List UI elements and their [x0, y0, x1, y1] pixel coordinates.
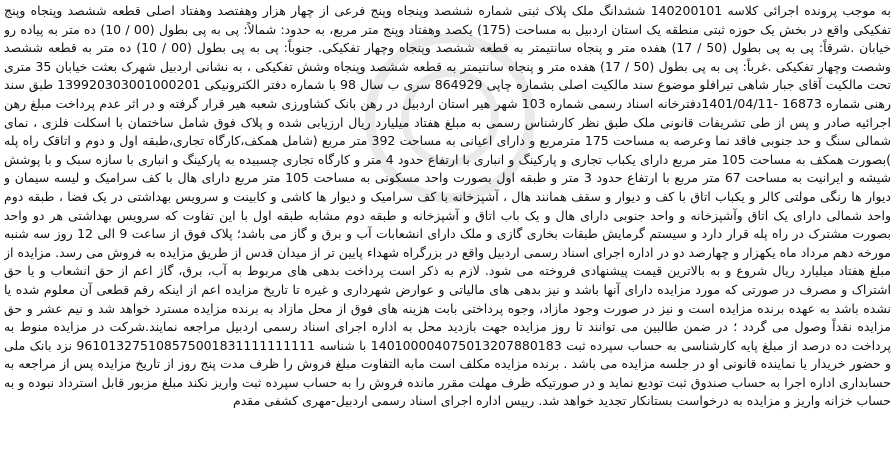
auction-notice: [4, 2, 891, 449]
notice-body-text: به موجب پرونده اجرائی کلاسه 140200101 ششدانگ ملک پلاک ثبتی شماره ششصد وپنجاه وپنج فرعی از چهار هزار وهفتصد وهفتاد اصلی قطعه ششصد وپنجاه وپنج تفکیکی واقع در بخش یک حوزه ثبتی منطقه یک استان اردبیل به مساحت (175) یکصد وهفتاد وپنج متر مربع، به حدود: شمالاً: پی به پی بطول (00 / 10) ده متر به پیاده رو خیابان .شرقاً: پی به پی بطول (50 / 17) هفده متر و پنجاه سانتیمتر به قطعه ششصد وپنجاه وچهار تفکیکی. جنوباً: پی به پی بطول (00 / 10) ده متر به قطعه ششصد وشصت وچهار تفکیکی .غرباً: پی به پی بطول (50 / 17) هفده متر و پنجاه سانتیمتر به قطعه ششصد وپنجاه وشش تفکیکی ، به نشانی اردبیل شهرک بعثت خیابان 35 متری تحت مالکیت آقای جبار شاهی تیرافلو موضوع سند مالکیت اصلی بشماره چاپی 864929 سری ب سال 98 با شماره دفتر الکترونیکی 139920303001000201 طبق سند رهنی شماره 16873 -1401/04/11دفترخانه اسناد رسمی شماره 103 شهر هیر استان اردبیل در رهن بانک کشاورزی شعبه هیر قرار گرفته و در اثر عدم پرداخت مبلغ رهن اجرائیه صادر و پس از طی تشریفات قانونی ملک طبق نظر کارشناس رسمی به مبلغ هفتاد میلیارد ریال ارزیابی شده و پلاک فوق شامل ساختمان با اسکلت فلزی ، نمای شمالی سنگ و حد جنوبی فاقد نما وعرصه به مساحت 175 مترمربع و دارای اعیانی به مساحت 392 متر مربع (شامل همکف،کارگاه تجاری،طبقه اول و دوم و اتاقک راه پله )بصورت همکف به مساحت 105 متر مربع دارای یکباب تجاری و پارکینگ و انباری با ارتفاع حدود 4 متر و کارگاه تجاری چسبیده به پارکینگ و انباری با سازه سبک و با پوشش شیشه و ایرانیت به مساحت 67 متر مربع با ارتفاع حدود 3 متر و طبقه اول بصورت واحد مسکونی به مساحت 105 متر مربع دارای هال با کف سرامیک و لیسه سیمان و دیوار ها رنگی مولتی کالر و یکباب اتاق با کف و دیوار و سقف همانند هال ، آشپزخانه با کف سرامیک و دیوار ها کاشی و کابینت و سرویس بهداشتی در یک فضا ، طبقه دوم واحد شمالی دارای یک اتاق وآشپزخانه و واحد جنوبی دارای هال و یک باب اتاق و آشپزخانه و طبقه دوم مشابه طبقه اول با این تفاوت که سرویس بهداشتی هر دو واحد بصورت مشترک در راه پله قرار دارد و سیستم گرمایش طبقات بخاری گازی و ملک دارای انشعابات آب و برق و گاز می باشد؛ پلاک فوق از ساعت 9 الی 12 روز سه شنبه مورخه دهم مرداد ماه یکهزار و چهارصد دو در اداره اجرای اسناد رسمی اردبیل واقع در بزرگراه شهداء پایین تر از میدان قدس از طریق مزایده به فروش می رسد. مزایده از مبلغ هفتاد میلیارد ریال شروع و به بالاترین قیمت پیشنهادی فروخته می شود. لازم به ذکر است پرداخت بدهی های مربوط به آب، برق، گاز اعم از حق انشعاب و یا حق اشتراک و مصرف در صورتی که مورد مزایده دارای آنها باشد و نیز بدهی های مالیاتی و عوارض شهرداری و غیره تا تاریخ مزایده اعم از اینکه رقم قطعی آن معلوم شده یا نشده باشد به عهده برنده مزایده است و نیز در صورت وجود مازاد، وجوه پرداختی بابت هزینه های فوق از محل مازاد به برنده مزایده مسترد خواهد شد و نیم عشر و حق مزایده نقداً وصول می گردد ؛ در ضمن طالبین می توانند تا روز مزایده جهت بازدید محل به اداره اجرای اسناد رسمی اردبیل مراجعه نمایند.شرکت در مزایده منوط به پرداخت ده درصد از مبلغ پایه کارشناسی به حساب سپرده ثبت 140100004075013207880183 با شناسه 961013275108575001831111111111 نزد بانک ملی و حضور خریدار یا نماینده قانونی او در جلسه مزایده می باشد . برنده مزایده مکلف است مابه التفاوت مبلغ فروش را ظرف مدت پنج روز از تاریخ مزایده پس از مراجعه به حسابداری اداره اجرا به حساب صندوق ثبت تودیع نماید و در صورتیکه ظرف مهلت مقرر مانده فروش را به حساب سپرده ثبت واریز نکند مبلغ مزبور قابل استرداد نبوده و به حساب خزانه واریز و مزایده به درخواست بستانکار تجدید خواهد شد. رییس اداره اجرای اسناد رسمی اردبیل-مهری کشفی مقدم: [4, 3, 891, 409]
